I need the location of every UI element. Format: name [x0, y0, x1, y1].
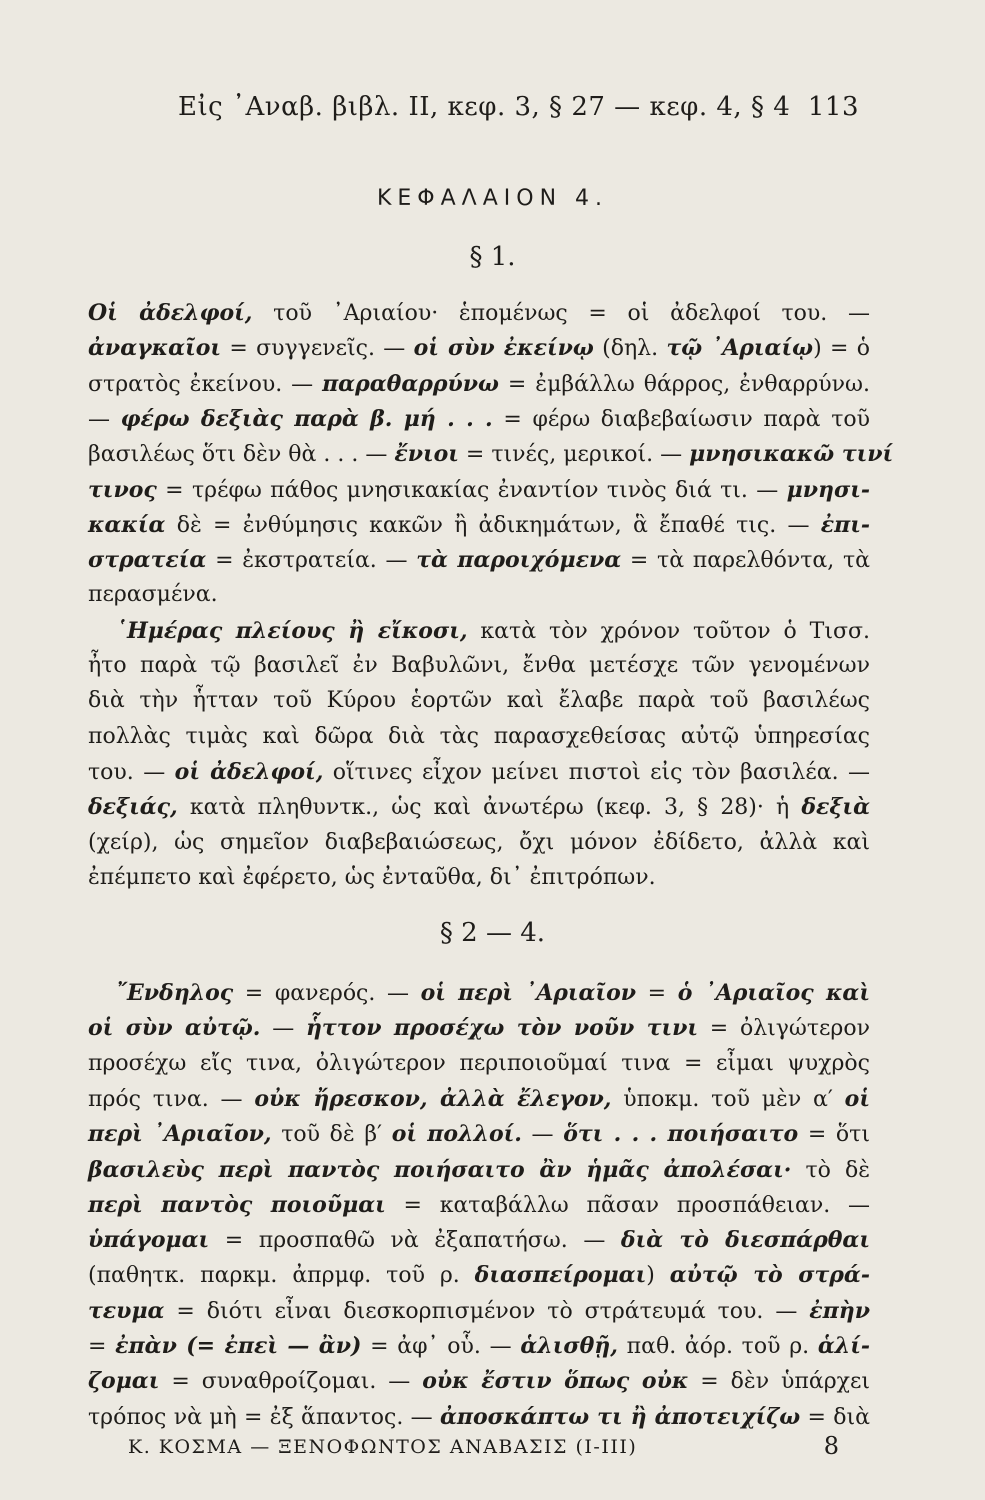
text-line	[116, 616, 870, 647]
lemma-term: τῷ ᾿Αριαίῳ	[666, 335, 814, 362]
gloss-text: ἦτο παρὰ τῷ βασιλεῖ ἐν Βαβυλῶνι, ἔνθα μετέσχε τῶν γενομένων	[88, 653, 870, 678]
text-line	[88, 580, 870, 610]
lemma-term: περὶ ᾿Αριαῖον,	[88, 1121, 272, 1148]
lemma-term: δεξιὰ	[801, 794, 870, 821]
gloss-text: προσέχω εἴς τινα, ὀλιγώτερον περιποιοῦμαί τινα = εἶμαι ψυχρὸς	[88, 1050, 870, 1076]
gloss-text: πρός τινα. —	[88, 1086, 255, 1112]
lemma-term: ἁλί-	[817, 1333, 870, 1359]
lemma-term: οἱ περὶ ᾿Αριαῖον	[420, 980, 637, 1006]
lemma-term: οὐκ ἤρεσκον, ἀλλὰ ἔλεγον,	[254, 1085, 612, 1112]
text-line	[88, 757, 870, 788]
gloss-text: (παθητκ. παρκμ. ἀπρμφ. τοῦ ρ.	[88, 1263, 475, 1289]
lemma-term: Οἱ ἀδελφοί,	[88, 300, 253, 326]
gloss-text: —	[521, 1122, 564, 1148]
lemma-term: στρατεία	[88, 547, 207, 574]
lemma-term: ἐπὰν (= ἐπεὶ — ἂν)	[115, 1333, 362, 1359]
gloss-text: του. —	[88, 759, 175, 785]
text-line	[88, 510, 870, 541]
footer-text: Κ. ΚΟΣΜΑ — ΞΕΝΟΦΩΝΤΟΣ ΑΝΑΒΑΣΙΣ (Ι-ΙΙΙ)	[128, 1436, 638, 1458]
text-line	[88, 369, 870, 400]
text-line	[88, 333, 870, 364]
text-line	[88, 1049, 870, 1079]
lemma-term: ῾Ημέρας πλείους ἢ εἴκοσι,	[116, 617, 468, 644]
lemma-term: ἀποσκάπτω τι ἢ ἀποτειχίζω	[439, 1403, 801, 1430]
lemma-term: αὐτῷ τὸ στρά-	[669, 1262, 870, 1289]
gloss-text: = ἐκστρατεία. —	[206, 548, 417, 574]
text-line	[88, 404, 870, 435]
gloss-text: = διὰ	[800, 1404, 871, 1430]
chapter-title: ΚΕΦΑΛΑΙΟΝ 4.	[376, 186, 609, 211]
text-line	[88, 1402, 870, 1433]
gloss-text: = τὰ παρελθόντα, τὰ	[621, 548, 870, 574]
lemma-term: τὰ παροιχόμενα	[416, 547, 622, 574]
gloss-text: τρόπος νὰ μὴ = ἐξ ἅπαντος. —	[88, 1404, 440, 1430]
signature-mark: 8	[823, 1432, 839, 1460]
page-number: 113	[807, 92, 859, 122]
lemma-term: παραθαρρύνω	[322, 370, 499, 397]
text-line	[88, 863, 870, 893]
gloss-text: (χείρ), ὡς σημεῖον διαβεβαιώσεως, ὄχι μόνον ἐδίδετο, ἀλλὰ καὶ	[88, 829, 870, 855]
text-line	[88, 1331, 870, 1362]
lemma-term: ἐπὴν	[809, 1297, 870, 1324]
gloss-text: =	[88, 1334, 116, 1359]
lemma-term: οἱ ἀδελφοί,	[174, 758, 324, 785]
lemma-term: μνησικακῶ τινί	[689, 441, 894, 468]
text-line	[88, 686, 870, 716]
gloss-text: =	[636, 981, 678, 1006]
text-line	[88, 439, 894, 470]
lemma-term: οἱ πολλοί.	[391, 1121, 522, 1148]
lemma-term: ῎Ενδηλος	[116, 980, 234, 1006]
text-line	[88, 545, 870, 576]
gloss-text: = ἀφ᾿ οὗ. —	[361, 1334, 521, 1359]
text-line	[88, 828, 870, 858]
text-line	[88, 1013, 870, 1044]
gloss-text: τοῦ ᾿Αριαίου· ἑπομένως = οἱ ἀδελφοί του. —	[252, 301, 870, 326]
lemma-term: ὁ ᾿Αριαῖος καὶ	[677, 980, 871, 1006]
gloss-text: στρατὸς ἐκείνου. —	[88, 371, 323, 397]
text-line	[88, 475, 870, 506]
gloss-text: οἵτινες εἶχον μείνει πιστοὶ εἰς τὸν βασιλέα. —	[323, 759, 870, 785]
gloss-text: = προσπαθῶ νὰ ἐξαπατήσω. —	[209, 1228, 621, 1254]
gloss-text: ) = ὁ	[813, 336, 871, 362]
lemma-term: ὅτι . . . ποιήσαιτο	[563, 1121, 799, 1148]
gloss-text: = ὅτι	[798, 1122, 870, 1148]
lemma-term: τινος	[88, 476, 157, 503]
gloss-text: πολλὰς τιμὰς καὶ δῶρα διὰ τὰς παρασχεθείσας αὐτῷ ὑπηρεσίας	[88, 723, 870, 749]
text-line	[88, 298, 870, 329]
lemma-term: ὑπάγομαι	[88, 1227, 210, 1254]
text-line	[88, 1119, 870, 1150]
text-line	[88, 1366, 870, 1397]
text-line	[88, 651, 870, 681]
text-line	[88, 792, 870, 823]
text-line	[88, 722, 870, 752]
running-title: Εἰς ᾿Αναβ. βιβλ. ΙΙ, κεφ. 3, § 27 — κεφ. 4, § 4	[178, 92, 791, 122]
lemma-term: οἱ	[844, 1085, 870, 1112]
gloss-text: —	[260, 1016, 306, 1042]
gloss-text: —	[88, 406, 121, 432]
gloss-text: = καταβάλλω πᾶσαν προσπάθειαν. —	[385, 1192, 870, 1218]
gloss-text: )	[646, 1263, 670, 1289]
gloss-text: = δὲν ὑπάρχει	[688, 1369, 870, 1395]
lemma-term: μνησι-	[786, 476, 870, 503]
text-line	[88, 1260, 870, 1291]
text-line	[88, 1084, 870, 1115]
gloss-text: ἐπέμπετο καὶ ἐφέρετο, ὡς ἐνταῦθα, δι᾿ ἐπιτρόπων.	[88, 864, 656, 890]
lemma-term: οὐκ ἔστιν ὅπως οὐκ	[422, 1368, 689, 1395]
gloss-text: = τινές, μερικοί. —	[458, 442, 690, 468]
gloss-text: παθ. ἀόρ. τοῦ ρ.	[617, 1334, 818, 1359]
gloss-text: = συναθροίζομαι. —	[159, 1369, 423, 1395]
lemma-term: διασπείρομαι	[474, 1262, 647, 1289]
lemma-term: περὶ παντὸς ποιοῦμαι	[88, 1191, 386, 1218]
lemma-term: ἔνιοι	[394, 441, 459, 468]
lemma-term: ἁλισθῇ,	[520, 1333, 618, 1359]
gloss-text: δὲ = ἐνθύμησις κακῶν ἢ ἀδικημάτων, ἃ ἔπαθέ τις. —	[165, 512, 821, 538]
text-line	[88, 1190, 870, 1221]
lemma-term: διὰ τὸ διεσπάρθαι	[620, 1227, 870, 1254]
lemma-term: οἱ σὺν αὐτῷ.	[88, 1015, 261, 1042]
gloss-text: = τρέφω πάθος μνησικακίας ἐναντίον τινὸς διά τι. —	[156, 477, 787, 503]
gloss-text: = ἐμβάλλω θάρρος, ἐνθαρρύνω.	[499, 371, 870, 397]
running-head	[178, 92, 859, 122]
lemma-term: κακία	[88, 511, 166, 538]
lemma-term: ἐπι-	[820, 511, 870, 538]
lemma-term: τευμα	[88, 1297, 165, 1324]
text-line	[88, 1155, 870, 1186]
gloss-text: = ὀλιγώτερον	[698, 1016, 870, 1042]
gloss-text: τοῦ δὲ β′	[271, 1122, 392, 1148]
footer	[128, 1432, 839, 1460]
gloss-text: = φανερός. —	[233, 981, 421, 1006]
gloss-text: ὑποκμ. τοῦ μὲν α′	[611, 1086, 845, 1112]
section-heading-1: § 1.	[469, 242, 516, 272]
gloss-text: περασμένα.	[88, 582, 218, 608]
lemma-term: δεξιάς,	[88, 794, 178, 821]
text-line	[88, 1225, 870, 1256]
gloss-text: βασιλέως ὅτι δὲν θὰ . . . —	[88, 442, 395, 468]
gloss-text: τὸ δὲ	[791, 1157, 871, 1183]
lemma-term: βασιλεὺς περὶ παντὸς ποιήσαιτο ἂν ἡμᾶς ἀπολέσαι·	[88, 1156, 792, 1183]
lemma-term: ζομαι	[88, 1368, 160, 1395]
text-line	[88, 1296, 870, 1327]
gloss-text: (δηλ.	[593, 336, 667, 362]
gloss-text: = φέρω διαβεβαίωσιν παρὰ τοῦ	[492, 406, 870, 432]
lemma-term: οἱ σὺν ἐκείνῳ	[413, 335, 594, 362]
section-heading-2: § 2 — 4.	[439, 918, 546, 948]
lemma-term: ἧττον προσέχω τὸν νοῦν τινι	[305, 1015, 699, 1042]
text-line	[116, 978, 870, 1009]
gloss-text: = συγγενεῖς. —	[221, 336, 414, 362]
gloss-text: διὰ τὴν ἧτταν τοῦ Κύρου ἑορτῶν καὶ ἔλαβε παρὰ τοῦ βασιλέως	[88, 688, 870, 714]
gloss-text: κατὰ πληθυντκ., ὡς καὶ ἀνωτέρω (κεφ. 3, § 28)· ἡ	[177, 795, 802, 821]
gloss-text: = διότι εἶναι διεσκορπισμένον τὸ στράτευμά του. —	[164, 1298, 810, 1324]
lemma-term: ἀναγκαῖοι	[88, 335, 222, 362]
lemma-term: φέρω δεξιὰς παρὰ β. μή . . .	[120, 405, 493, 432]
gloss-text: κατὰ τὸν χρόνον τοῦτον ὁ Τισσ.	[467, 618, 871, 644]
